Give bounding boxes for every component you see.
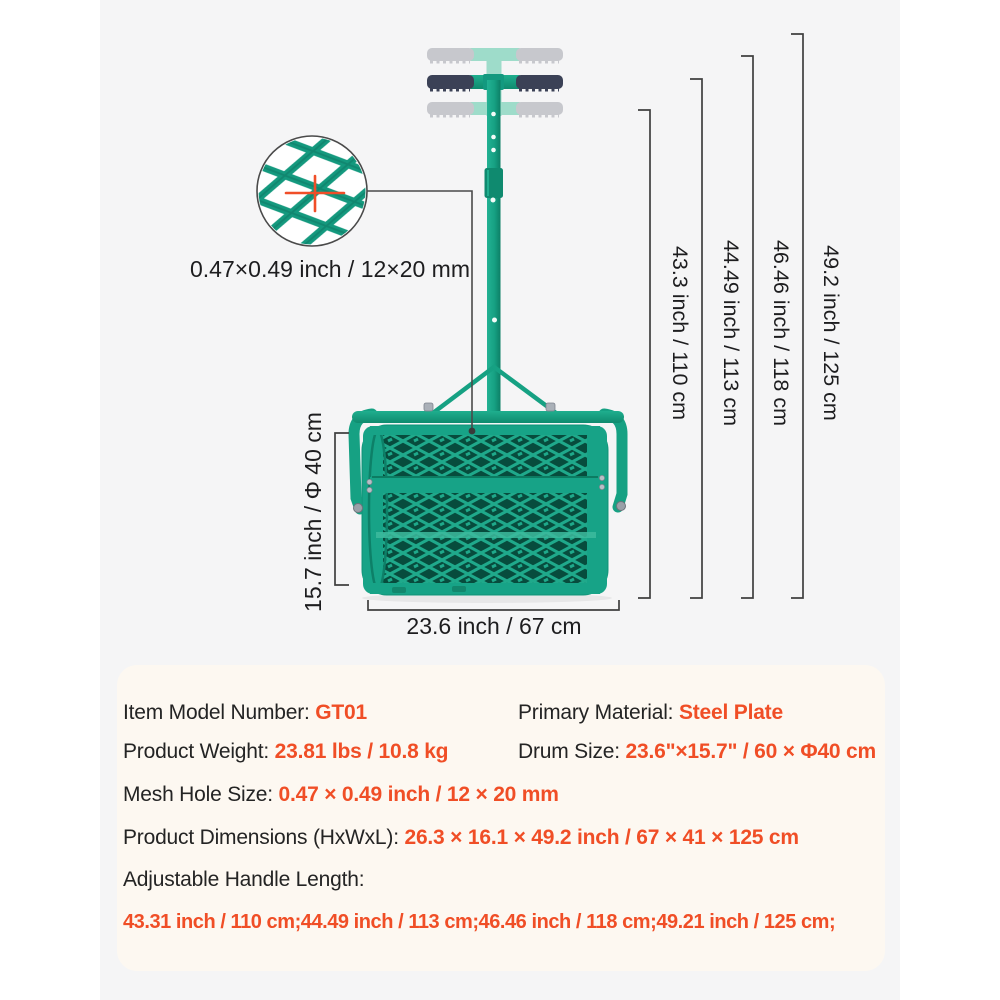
- drum-diameter-bracket: [335, 433, 349, 585]
- handle-length-label-3: 46.46 inch / 118 cm: [769, 239, 793, 427]
- mesh-hole-size-label: 0.47×0.49 inch / 12×20 mm: [189, 256, 471, 282]
- spreader-diagram: [100, 0, 900, 665]
- spec-handle-length-label: Adjustable Handle Length:: [123, 868, 365, 891]
- drum-width-label: 23.6 inch / 67 cm: [406, 613, 582, 639]
- spec-handle-length-values: 43.31 inch / 110 cm;44.49 inch / 113 cm;46.46 inch / 118 cm;49.21 inch / 125 cm;: [123, 911, 836, 933]
- handle-length-label-2: 44.49 inch / 113 cm: [719, 239, 743, 427]
- spec-dimensions-value: 26.3 × 16.1 × 49.2 inch / 67 × 41 × 125 cm: [404, 826, 799, 849]
- drum-top-rim: [370, 426, 600, 435]
- handle-length-labels: [668, 240, 843, 426]
- adjust-hole: [491, 112, 496, 117]
- spec-model: [123, 701, 367, 725]
- spec-material-label: Primary Material:: [518, 701, 679, 724]
- spec-panel: [117, 665, 885, 971]
- spec-handle-length-label-row: [123, 868, 364, 892]
- drum-right-cap: [587, 426, 607, 594]
- drum-mid-seam: [376, 532, 596, 538]
- spec-mesh-hole-label: Mesh Hole Size:: [123, 783, 279, 806]
- handle-assembly: [427, 48, 563, 418]
- spec-weight-label: Product Weight:: [123, 740, 275, 763]
- spec-model-label: Item Model Number:: [123, 701, 316, 724]
- spec-dimensions: [123, 826, 799, 850]
- callout-anchor-dot: [469, 428, 476, 435]
- spec-weight: [123, 740, 448, 764]
- spec-material-value: Steel Plate: [678, 701, 783, 724]
- handle-length-label-4: 49.2 inch / 125 cm: [819, 245, 843, 421]
- adjust-hole: [491, 148, 496, 153]
- frame-crossbar: [352, 411, 624, 423]
- ghost-handle-top: [427, 48, 563, 62]
- spec-drum-size-value: 23.6"×15.7" / 60 × Φ40 cm: [625, 740, 876, 763]
- mesh-zoom-callout: [190, 130, 475, 434]
- dimension-line-110cm: [638, 110, 650, 598]
- spec-drum-size: [518, 740, 876, 764]
- adjust-hole: [492, 318, 497, 323]
- spec-dimensions-label: Product Dimensions (HxWxL):: [123, 826, 405, 849]
- spec-material: [518, 701, 783, 725]
- handle-length-label-1: 43.3 inch / 110 cm: [668, 245, 692, 421]
- drum-mesh-body: [363, 426, 607, 594]
- adjust-hole: [491, 135, 496, 140]
- adjust-hole: [491, 198, 496, 203]
- spec-model-value: GT01: [315, 701, 367, 724]
- drum-door-band: [370, 477, 600, 493]
- drum-assembly: [352, 403, 626, 603]
- drum-diameter-label: 15.7 inch / Φ 40 cm: [300, 412, 326, 612]
- spec-handle-length-values-row: [123, 911, 835, 934]
- spec-weight-value: 23.81 lbs / 10.8 kg: [274, 740, 449, 763]
- spec-mesh-hole: [123, 783, 559, 807]
- spec-mesh-hole-value: 0.47 × 0.49 inch / 12 × 20 mm: [278, 783, 559, 806]
- spec-drum-size-label: Drum Size:: [518, 740, 626, 763]
